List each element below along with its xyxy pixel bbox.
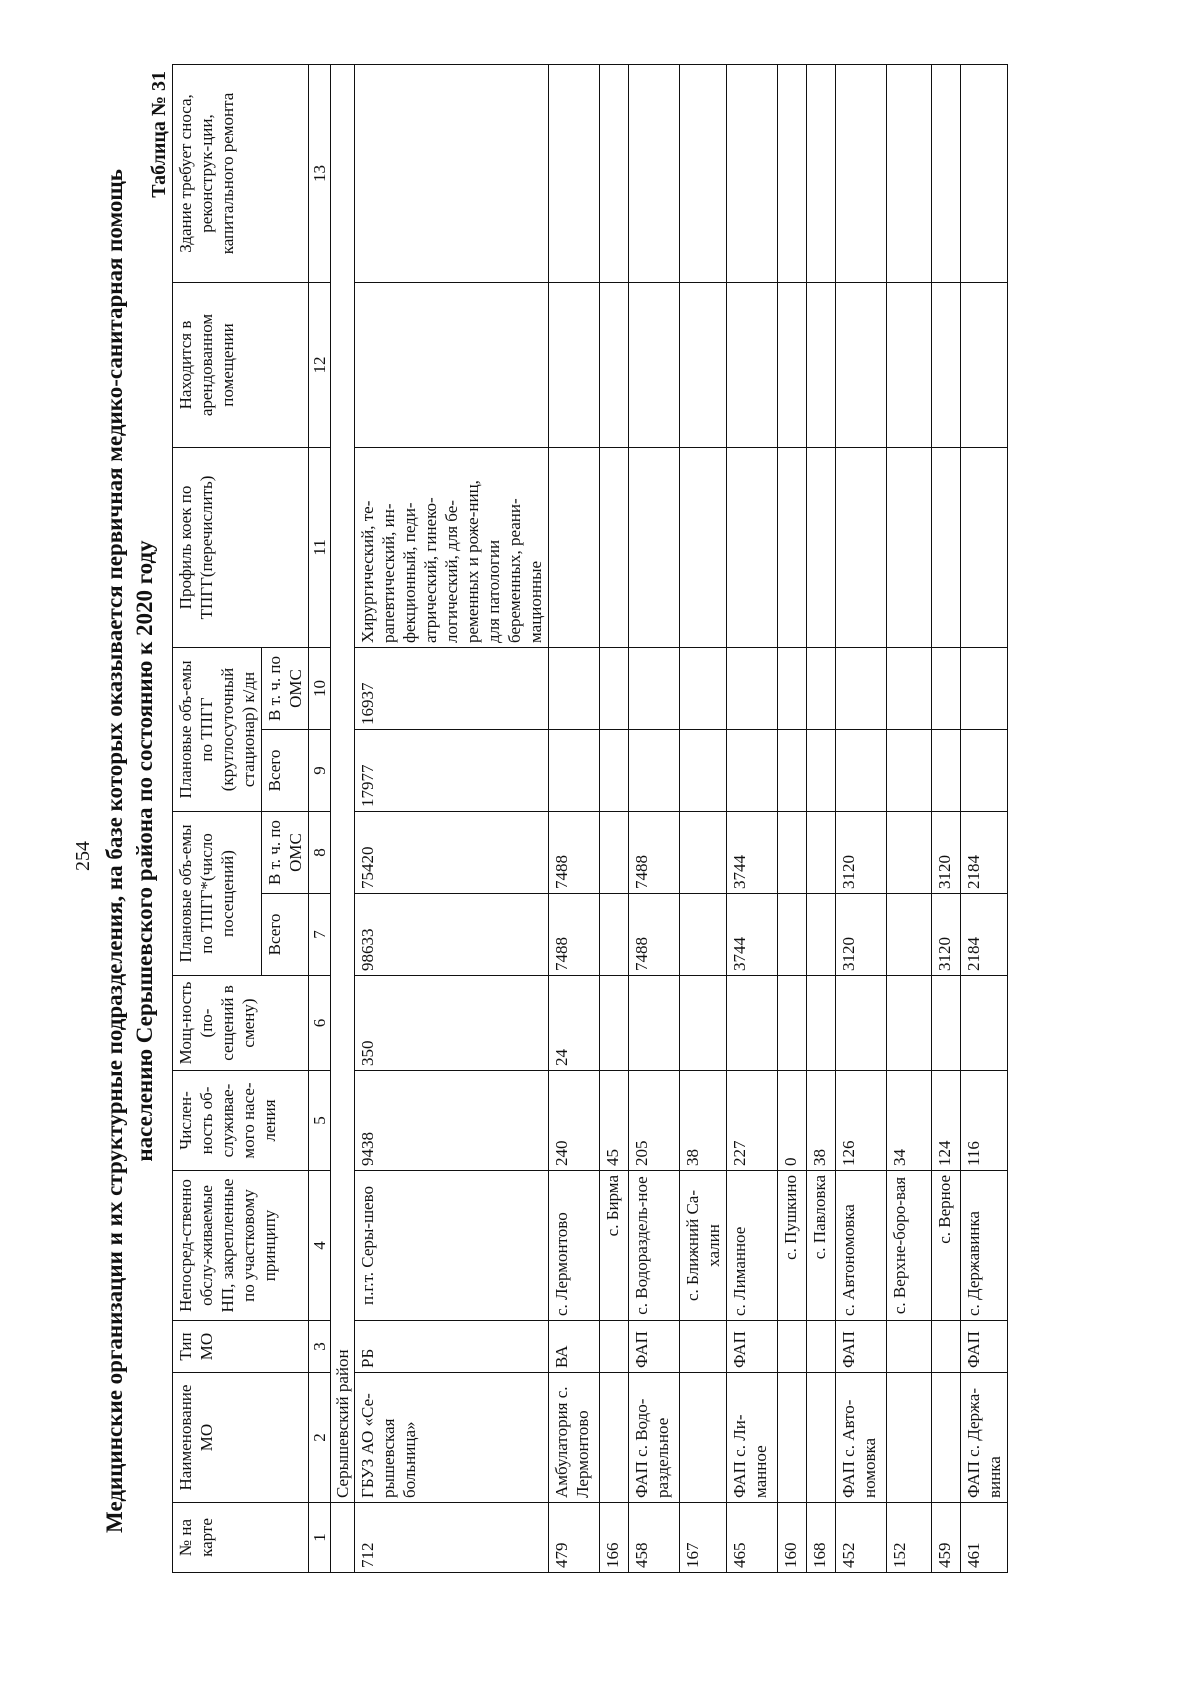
cell-capacity	[836, 976, 887, 1071]
header-capacity: Мощ-ность (по-сещений в смену)	[173, 976, 309, 1071]
document-title	[100, 111, 160, 1591]
cell-visits-oms	[600, 812, 629, 894]
cell-visits-total	[680, 894, 727, 976]
col-num: 6	[309, 976, 331, 1071]
cell-visits-oms: 3120	[836, 812, 887, 894]
col-num: 4	[309, 1171, 331, 1321]
cell-beds-oms	[932, 647, 961, 729]
cell-profile: Хирургический, те-рапевтический, ин-фекционный, педи-атрический, гинеко-логический, для бе-ременных и роже-ниц, для патологии беременных, реани-мационные	[355, 447, 549, 647]
cell-profile	[961, 447, 1008, 647]
header-visits: Плановые объ-емы по ТПГГ*(число посещений)	[173, 812, 262, 976]
cell-name: ФАП с. Держа-винка	[961, 1373, 1008, 1503]
col-num: 7	[309, 894, 331, 976]
cell-type	[807, 1321, 836, 1373]
cell-rented	[778, 282, 807, 447]
cell-beds-total	[629, 730, 680, 812]
cell-beds-oms	[807, 647, 836, 729]
cell-repair	[836, 64, 887, 282]
cell-settlement: с. Ближний Са-халин	[680, 1171, 727, 1321]
cell-rented	[836, 282, 887, 447]
cell-beds-total	[961, 730, 1008, 812]
cell-type: ФАП	[629, 1321, 680, 1373]
cell-settlement: с. Павловка	[807, 1171, 836, 1321]
cell-name: ГБУЗ АО «Се-рышевская больница»	[355, 1373, 549, 1503]
cell-population: 34	[887, 1071, 932, 1171]
cell-settlement: с. Лермонтово	[549, 1171, 600, 1321]
cell-profile	[887, 447, 932, 647]
header-repair: Здание требует сноса, реконструк-ции, капитального ремонта	[173, 64, 309, 282]
title-line-1: Медицинские организации и их структурные подразделения, на базе которых оказывается первичная медико-санитарная помощь	[102, 169, 127, 1533]
cell-profile	[549, 447, 600, 647]
cell-beds-total	[727, 730, 778, 812]
cell-visits-total: 3120	[836, 894, 887, 976]
header-map-no: № на карте	[173, 1503, 309, 1573]
cell-visits-total: 2184	[961, 894, 1008, 976]
col-num: 11	[309, 447, 331, 647]
cell-rented	[727, 282, 778, 447]
table-label: Таблица № 31	[148, 71, 170, 198]
table-row	[778, 64, 807, 1572]
cell-population: 116	[961, 1071, 1008, 1171]
cell-population: 227	[727, 1071, 778, 1171]
cell-rented	[807, 282, 836, 447]
cell-rented	[355, 282, 549, 447]
cell-profile	[600, 447, 629, 647]
cell-beds-total	[836, 730, 887, 812]
table-row	[807, 64, 836, 1572]
subheader-visits-oms: В т. ч. по ОМС	[262, 812, 309, 894]
cell-visits-total: 3120	[932, 894, 961, 976]
cell-name	[887, 1373, 932, 1503]
cell-capacity	[887, 976, 932, 1071]
cell-repair	[549, 64, 600, 282]
cell-visits-oms: 3744	[727, 812, 778, 894]
cell-population: 38	[680, 1071, 727, 1171]
cell-settlement: с. Пушкино	[778, 1171, 807, 1321]
table-row	[355, 64, 549, 1572]
col-num: 9	[309, 730, 331, 812]
cell-repair	[629, 64, 680, 282]
cell-visits-oms: 7488	[629, 812, 680, 894]
cell-profile	[629, 447, 680, 647]
cell-name: Амбулатория с. Лермонтово	[549, 1373, 600, 1503]
cell-name	[680, 1373, 727, 1503]
cell-type: ФАП	[836, 1321, 887, 1373]
cell-map-no: 160	[778, 1503, 807, 1573]
table-row	[549, 64, 600, 1572]
cell-beds-oms	[836, 647, 887, 729]
section-cell-empty	[331, 1503, 355, 1573]
cell-type	[600, 1321, 629, 1373]
cell-capacity	[727, 976, 778, 1071]
cell-name	[932, 1373, 961, 1503]
cell-capacity	[932, 976, 961, 1071]
cell-type: ФАП	[961, 1321, 1008, 1373]
cell-repair	[961, 64, 1008, 282]
cell-repair	[680, 64, 727, 282]
cell-type	[680, 1321, 727, 1373]
cell-map-no: 459	[932, 1503, 961, 1573]
header-bed-days: Плановые объ-емы по ТПГГ (круглосуточный стационар) к/дн	[173, 647, 262, 811]
header-settlements: Непосред-ственно обслу-живаемые НП, закрепленные по участковому принципу	[173, 1171, 309, 1321]
cell-visits-total	[807, 894, 836, 976]
cell-map-no: 452	[836, 1503, 887, 1573]
cell-capacity: 350	[355, 976, 549, 1071]
cell-beds-oms	[549, 647, 600, 729]
cell-beds-total	[600, 730, 629, 812]
cell-profile	[807, 447, 836, 647]
header-population: Числен-ность об-служивае-мого насе-ления	[173, 1071, 309, 1171]
col-num: 1	[309, 1503, 331, 1573]
cell-visits-oms	[807, 812, 836, 894]
cell-rented	[680, 282, 727, 447]
cell-beds-oms: 16937	[355, 647, 549, 729]
cell-settlement: с. Державинка	[961, 1171, 1008, 1321]
column-number-row	[309, 64, 331, 1572]
cell-capacity	[778, 976, 807, 1071]
cell-beds-oms	[680, 647, 727, 729]
section-row	[331, 64, 355, 1572]
col-num: 12	[309, 282, 331, 447]
cell-capacity	[807, 976, 836, 1071]
subheader-visits-total: Всего	[262, 894, 309, 976]
cell-visits-total	[887, 894, 932, 976]
cell-repair	[887, 64, 932, 282]
cell-visits-total: 7488	[549, 894, 600, 976]
cell-profile	[932, 447, 961, 647]
cell-profile	[680, 447, 727, 647]
cell-settlement: с. Бирма	[600, 1171, 629, 1321]
cell-visits-total	[600, 894, 629, 976]
cell-population: 126	[836, 1071, 887, 1171]
cell-capacity	[629, 976, 680, 1071]
cell-rented	[629, 282, 680, 447]
cell-name: ФАП с. Водо-раздельное	[629, 1373, 680, 1503]
table-row	[887, 64, 932, 1572]
col-num: 3	[309, 1321, 331, 1373]
cell-repair	[778, 64, 807, 282]
cell-capacity	[961, 976, 1008, 1071]
header-rented: Находится в арендованном помещении	[173, 282, 309, 447]
cell-repair	[807, 64, 836, 282]
cell-repair	[932, 64, 961, 282]
cell-name	[600, 1373, 629, 1503]
cell-map-no: 166	[600, 1503, 629, 1573]
cell-map-no: 712	[355, 1503, 549, 1573]
cell-beds-total: 17977	[355, 730, 549, 812]
cell-population: 9438	[355, 1071, 549, 1171]
cell-name: ФАП с. Ли-манное	[727, 1373, 778, 1503]
cell-beds-total	[932, 730, 961, 812]
header-bed-profile: Профиль коек по ТПГГ(перечислить)	[173, 447, 309, 647]
cell-beds-oms	[887, 647, 932, 729]
cell-settlement: с. Водораздель-ное	[629, 1171, 680, 1321]
cell-visits-oms: 75420	[355, 812, 549, 894]
cell-beds-oms	[961, 647, 1008, 729]
cell-visits-oms	[680, 812, 727, 894]
cell-repair	[600, 64, 629, 282]
subheader-beds-oms: В т. ч. по ОМС	[262, 647, 309, 729]
cell-population: 240	[549, 1071, 600, 1171]
cell-map-no: 465	[727, 1503, 778, 1573]
header-type: Тип МО	[173, 1321, 309, 1373]
cell-population: 124	[932, 1071, 961, 1171]
cell-map-no: 167	[680, 1503, 727, 1573]
cell-visits-oms: 3120	[932, 812, 961, 894]
cell-map-no: 168	[807, 1503, 836, 1573]
cell-population: 38	[807, 1071, 836, 1171]
col-num: 8	[309, 812, 331, 894]
cell-rented	[961, 282, 1008, 447]
header-row	[173, 64, 262, 1572]
col-num: 2	[309, 1373, 331, 1503]
table-row	[961, 64, 1008, 1572]
cell-visits-oms: 2184	[961, 812, 1008, 894]
cell-beds-total	[549, 730, 600, 812]
cell-type	[887, 1321, 932, 1373]
cell-repair	[727, 64, 778, 282]
cell-visits-total	[778, 894, 807, 976]
cell-settlement: с. Верное	[932, 1171, 961, 1321]
cell-capacity: 24	[549, 976, 600, 1071]
cell-type	[778, 1321, 807, 1373]
cell-beds-oms	[727, 647, 778, 729]
cell-visits-oms	[778, 812, 807, 894]
page-number: 254	[72, 841, 94, 871]
table-row	[932, 64, 961, 1572]
col-num: 10	[309, 647, 331, 729]
cell-repair	[355, 64, 549, 282]
cell-settlement: с. Лиманное	[727, 1171, 778, 1321]
cell-settlement: п.г.т. Серы-шево	[355, 1171, 549, 1321]
cell-type: РБ	[355, 1321, 549, 1373]
cell-profile	[836, 447, 887, 647]
table-row	[836, 64, 887, 1572]
cell-name: ФАП с. Авто-номовка	[836, 1373, 887, 1503]
cell-visits-oms: 7488	[549, 812, 600, 894]
cell-beds-total	[778, 730, 807, 812]
cell-visits-total: 7488	[629, 894, 680, 976]
cell-visits-total: 3744	[727, 894, 778, 976]
table-row	[680, 64, 727, 1572]
table-row	[629, 64, 680, 1572]
cell-population: 45	[600, 1071, 629, 1171]
cell-map-no: 458	[629, 1503, 680, 1573]
cell-capacity	[680, 976, 727, 1071]
cell-settlement: с. Верхне-боро-вая	[887, 1171, 932, 1321]
header-name: Наименование МО	[173, 1373, 309, 1503]
cell-type: ВА	[549, 1321, 600, 1373]
cell-map-no: 461	[961, 1503, 1008, 1573]
cell-beds-total	[680, 730, 727, 812]
cell-capacity	[600, 976, 629, 1071]
cell-population: 0	[778, 1071, 807, 1171]
cell-type: ФАП	[727, 1321, 778, 1373]
cell-name	[807, 1373, 836, 1503]
title-line-2: населению Серышевского района по состоянию к 2020 году	[132, 540, 157, 1162]
col-num: 13	[309, 64, 331, 282]
table-row	[600, 64, 629, 1572]
table-row	[727, 64, 778, 1572]
col-num: 5	[309, 1071, 331, 1171]
cell-beds-total	[887, 730, 932, 812]
cell-profile	[778, 447, 807, 647]
cell-rented	[932, 282, 961, 447]
cell-settlement: с. Автономовка	[836, 1171, 887, 1321]
facilities-table	[172, 64, 1008, 1573]
cell-beds-oms	[600, 647, 629, 729]
cell-visits-total: 98633	[355, 894, 549, 976]
subheader-beds-total: Всего	[262, 730, 309, 812]
cell-profile	[727, 447, 778, 647]
cell-visits-oms	[887, 812, 932, 894]
cell-rented	[549, 282, 600, 447]
cell-name	[778, 1373, 807, 1503]
cell-rented	[600, 282, 629, 447]
cell-map-no: 152	[887, 1503, 932, 1573]
cell-beds-oms	[778, 647, 807, 729]
cell-beds-total	[807, 730, 836, 812]
cell-map-no: 479	[549, 1503, 600, 1573]
cell-rented	[887, 282, 932, 447]
cell-population: 205	[629, 1071, 680, 1171]
section-label: Серышевский район	[331, 64, 355, 1502]
cell-beds-oms	[629, 647, 680, 729]
cell-type	[932, 1321, 961, 1373]
